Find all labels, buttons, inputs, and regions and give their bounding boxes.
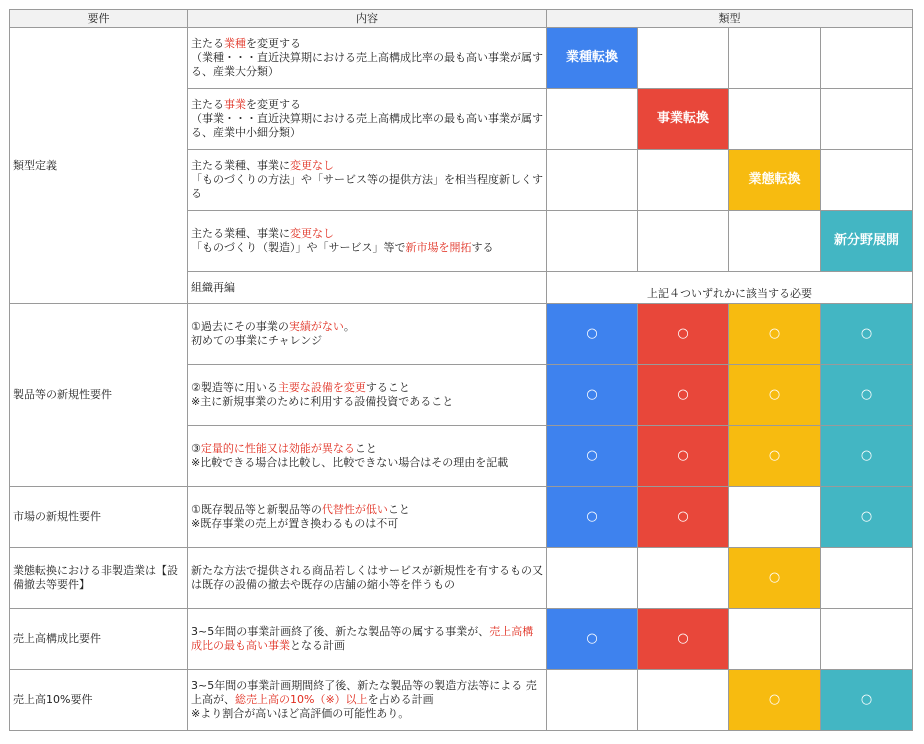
content-no-track-record: ①過去にその事業の実績がない。 初めての事業にチャレンジ bbox=[188, 304, 547, 365]
mark: ○ bbox=[547, 304, 638, 365]
content-industry-change: 主たる業種を変更する （業種・・・直近決算期における売上高構成比率の最も高い事業が属する、産業大分類） bbox=[188, 28, 547, 89]
mark: ○ bbox=[729, 304, 821, 365]
mark: ○ bbox=[638, 365, 729, 426]
mark: ○ bbox=[729, 426, 821, 487]
mark: ○ bbox=[638, 487, 729, 548]
content-sales-composition: 3~5年間の事業計画終了後、新たな製品等の属する事業が、売上高構成比の最も高い事業となる計画 bbox=[188, 609, 547, 670]
header-content: 内容 bbox=[188, 10, 547, 28]
tag-format-change: 業態転換 bbox=[729, 150, 821, 211]
mark: ○ bbox=[821, 670, 913, 731]
mark: ○ bbox=[638, 304, 729, 365]
mark: ○ bbox=[821, 426, 913, 487]
mark: ○ bbox=[547, 426, 638, 487]
mark: ○ bbox=[729, 670, 821, 731]
tag-industry-change: 業種転換 bbox=[547, 28, 638, 89]
mark: ○ bbox=[638, 426, 729, 487]
mark: ○ bbox=[547, 487, 638, 548]
content-equipment-change: ②製造等に用いる主要な設備を変更すること ※主に新規事業のために利用する設備投資であること bbox=[188, 365, 547, 426]
mark: ○ bbox=[547, 365, 638, 426]
content-performance-difference: ③定量的に性能又は効能が異なること ※比較できる場合は比較し、比較できない場合はその理由を記載 bbox=[188, 426, 547, 487]
content-format-change: 主たる業種、事業に変更なし 「ものづくりの方法」や「サービス等の提供方法」を相当程度新しくする bbox=[188, 150, 547, 211]
mark: ○ bbox=[821, 304, 913, 365]
mark: ○ bbox=[638, 609, 729, 670]
header-type: 類型 bbox=[547, 10, 913, 28]
req-product-novelty: 製品等の新規性要件 bbox=[10, 304, 188, 487]
mark: ○ bbox=[729, 365, 821, 426]
mark: ○ bbox=[729, 548, 821, 609]
mark: ○ bbox=[547, 609, 638, 670]
content-low-substitutability: ①既存製品等と新製品等の代替性が低いこと ※既存事業の売上が置き換わるものは不可 bbox=[188, 487, 547, 548]
req-type-definition: 類型定義 bbox=[10, 28, 188, 304]
req-market-novelty: 市場の新規性要件 bbox=[10, 487, 188, 548]
mark: ○ bbox=[821, 487, 913, 548]
content-reorganization: 組織再編 bbox=[188, 272, 547, 304]
requirements-table bbox=[9, 9, 913, 731]
content-equipment-removal: 新たな方法で提供される商品若しくはサービスが新規性を有するもの又は既存の設備の撤去や既存の店舗の縮小等を伴うもの bbox=[188, 548, 547, 609]
tag-new-field: 新分野展開 bbox=[821, 211, 913, 272]
req-sales-ten-percent: 売上高10%要件 bbox=[10, 670, 188, 731]
req-sales-composition: 売上高構成比要件 bbox=[10, 609, 188, 670]
tag-business-change: 事業転換 bbox=[638, 89, 729, 150]
mark: ○ bbox=[821, 365, 913, 426]
req-equipment-removal: 業態転換における非製造業は【設備撤去等要件】 bbox=[10, 548, 188, 609]
content-business-change: 主たる事業を変更する （事業・・・直近決算期における売上高構成比率の最も高い事業が属する、産業中小細分類） bbox=[188, 89, 547, 150]
content-sales-ten-percent: 3~5年間の事業計画期間終了後、新たな製品等の製造方法等による 売上高が、総売上高の10%（※）以上を占める計画 ※より割合が高いほど高評価の可能性あり。 bbox=[188, 670, 547, 731]
content-new-field: 主たる業種、事業に変更なし 「ものづくり（製造）」や「サービス」等で新市場を開拓する bbox=[188, 211, 547, 272]
type-note: 上記４ついずれかに該当する必要 bbox=[547, 272, 913, 304]
header-requirement: 要件 bbox=[10, 10, 188, 28]
